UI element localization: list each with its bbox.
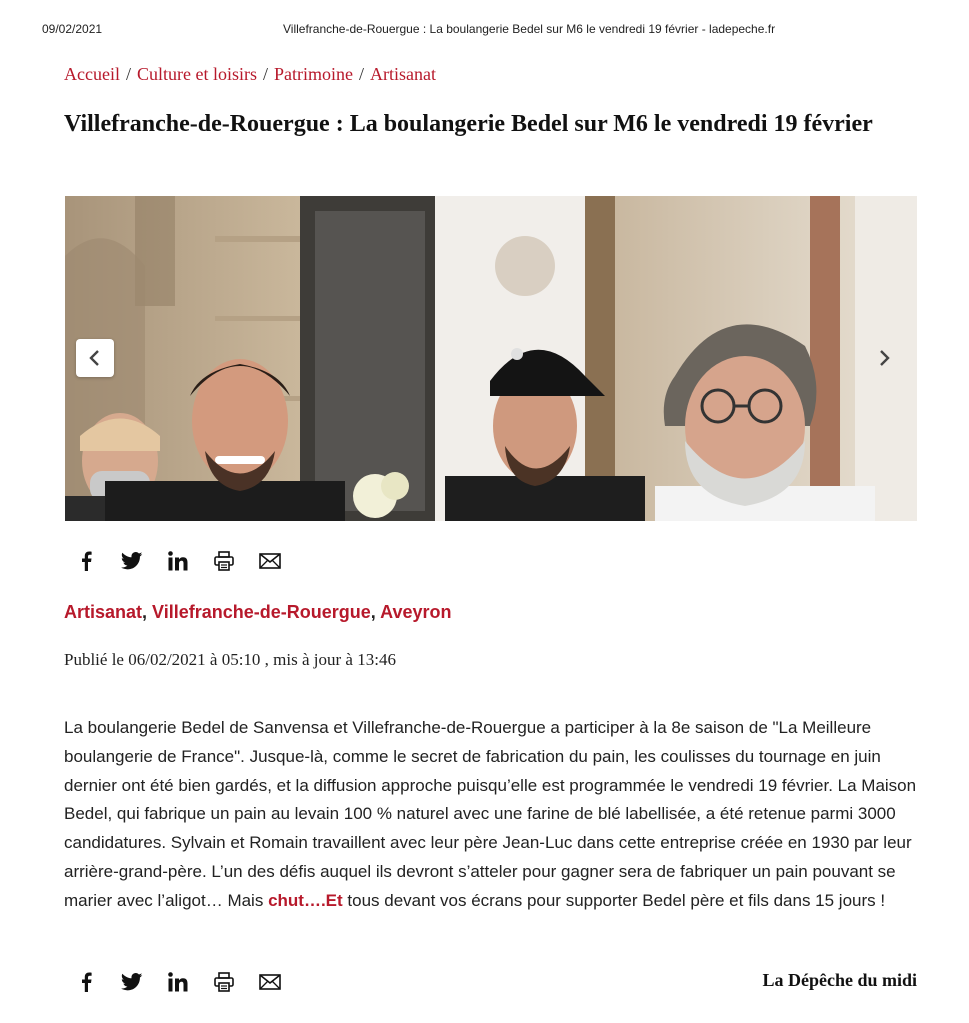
article-body bbox=[64, 714, 919, 916]
twitter-icon[interactable] bbox=[118, 968, 146, 996]
linkedin-icon[interactable] bbox=[164, 968, 192, 996]
email-icon[interactable] bbox=[256, 547, 284, 575]
twitter-icon[interactable] bbox=[118, 547, 146, 575]
facebook-icon[interactable] bbox=[72, 968, 100, 996]
article-headline: Villefranche-de-Rouergue : La boulangerie Bedel sur M6 le vendredi 19 février bbox=[64, 111, 873, 137]
breadcrumb-separator: / bbox=[262, 64, 268, 84]
print-page-title: Villefranche-de-Rouergue : La boulangerie Bedel sur M6 le vendredi 19 février - ladepeche.fr bbox=[283, 22, 776, 36]
carousel-prev-button[interactable] bbox=[76, 339, 114, 377]
print-icon[interactable] bbox=[210, 968, 238, 996]
share-bar-top bbox=[72, 546, 302, 576]
breadcrumb-culture-et-loisirs[interactable]: Culture et loisirs bbox=[136, 64, 257, 84]
tag-separator: , bbox=[142, 602, 153, 622]
breadcrumb-patrimoine[interactable]: Patrimoine bbox=[274, 64, 353, 84]
hero-photo bbox=[65, 196, 917, 521]
share-bar-bottom bbox=[72, 967, 302, 997]
breadcrumb bbox=[64, 64, 436, 85]
hero-image-carousel bbox=[65, 196, 917, 521]
carousel-next-button[interactable] bbox=[865, 339, 903, 377]
tag-villefranche-de-rouergue[interactable]: Villefranche-de-Rouergue bbox=[152, 602, 371, 622]
publication-date: Publié le 06/02/2021 à 05:10 , mis à jour à 13:46 bbox=[64, 650, 396, 669]
publisher-brand: La Dépêche du midi bbox=[762, 970, 917, 990]
article-body-text: La boulangerie Bedel de Sanvensa et Villefranche-de-Rouergue a participer à la 8e saison de "La Meilleure boulangerie de France". Jusque-là, comme le secret de fabrication du pain, les coulisses du tournage en juin dernier ont été bien gardés, et la diffusion approche puisqu’elle est programmée le vendredi 19 février. La Maison Bedel, qui fabrique un pain au levain 100 % naturel avec une farine de blé labellisée, a été retenue parmi 3000 candidatures. Sylvain et Romain travaillent avec leur père Jean-Luc dans cette entreprise créée en 1930 par leur arrière-grand-père. L’un des défis auquel ils devront s’atteler pour gagner sera de fabriquer un pain pouvant se marier avec l’aligot… Mais bbox=[64, 718, 917, 910]
print-header bbox=[0, 22, 969, 40]
breadcrumb-separator: / bbox=[359, 64, 365, 84]
facebook-icon[interactable] bbox=[72, 547, 100, 575]
article-tags bbox=[64, 602, 451, 623]
print-icon[interactable] bbox=[210, 547, 238, 575]
email-icon[interactable] bbox=[256, 968, 284, 996]
chevron-left-icon bbox=[88, 349, 102, 367]
tag-artisanat[interactable]: Artisanat bbox=[64, 602, 143, 622]
linkedin-icon[interactable] bbox=[164, 547, 192, 575]
tag-aveyron[interactable]: Aveyron bbox=[380, 602, 452, 622]
breadcrumb-separator: / bbox=[125, 64, 131, 84]
tag-separator: , bbox=[370, 602, 381, 622]
article-body-tail: tous devant vos écrans pour supporter Bedel père et fils dans 15 jours ! bbox=[342, 890, 886, 910]
breadcrumb-accueil[interactable]: Accueil bbox=[64, 64, 120, 84]
print-date: 09/02/2021 bbox=[42, 22, 103, 36]
breadcrumb-artisanat[interactable]: Artisanat bbox=[370, 64, 436, 84]
article-body-link[interactable]: chut….Et bbox=[268, 890, 343, 910]
chevron-right-icon bbox=[877, 349, 891, 367]
